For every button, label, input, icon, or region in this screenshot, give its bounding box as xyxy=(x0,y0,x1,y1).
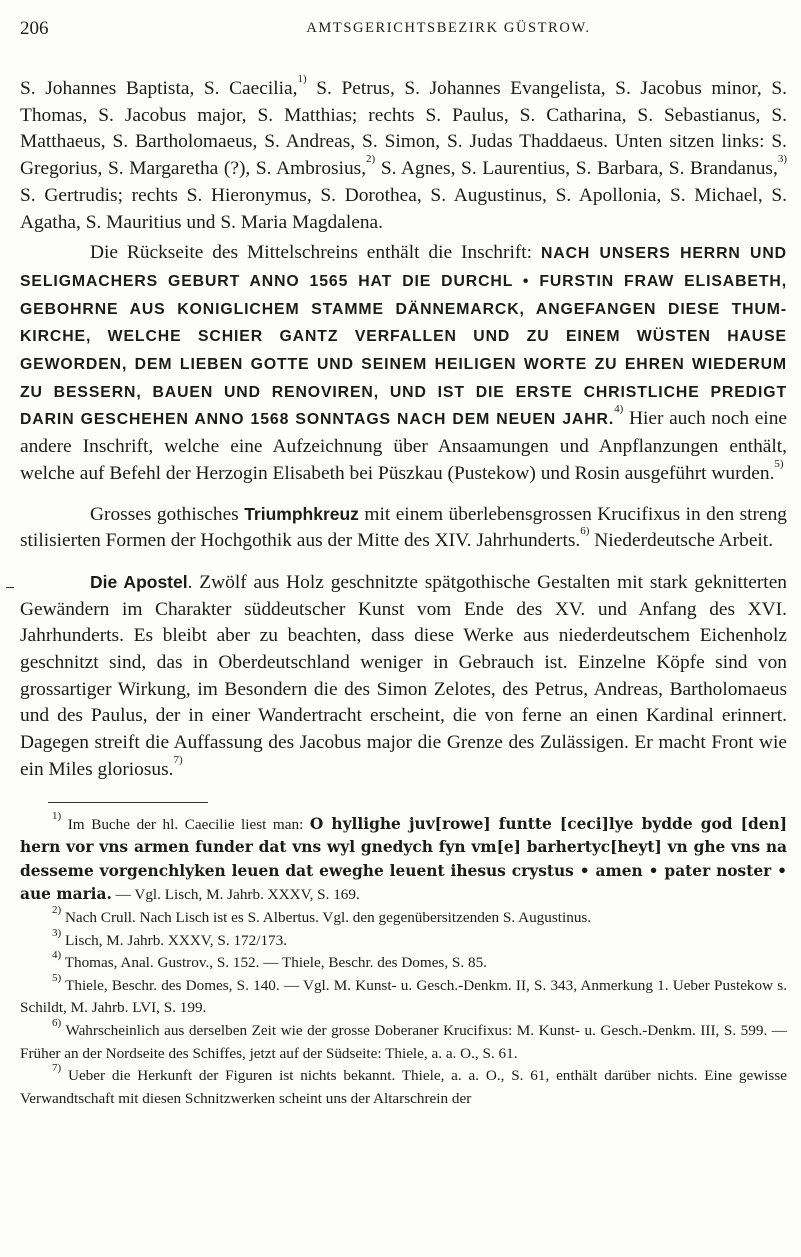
footnote-5: $^{5)}$ Thiele, Beschr. des Domes, S. 140. — Vgl. M. Kunst- u. Gesch.-Denkm. II, S. 343, Anmerkung 1. Ueber Pustekow s. Schildt, M. Jahrb. LVI, S. 199. xyxy=(20,971,787,1017)
paragraph-triumphkreuz: Grosses gothisches Triumphkreuz mit einem überlebensgrossen Krucifixus in den streng stilisierten Formen der Hochgothik aus der Mitte des XIV. Jahrhunderts.$^{6)}$ Niederdeutsche Arbeit. xyxy=(20,503,787,552)
footnote-7: $^{7)}$ Ueber die Herkunft der Figuren ist nichts bekannt. Thiele, a. a. O., S. 61, enthält darüber nichts. Eine gewisse Verwandtschaft mit diesen Schnitzwerken scheint uns der Altarschrein der xyxy=(20,1062,787,1107)
footnote-ref-2: 2) xyxy=(366,153,376,166)
term-triumphkreuz: Triumphkreuz xyxy=(244,503,359,524)
inscription-text: NACH UNSERS HERRN UND SELIGMACHERS GEBURT ANNO 1565 HAT DIE DURCHL • FURSTIN FRAW ELISABETH, GEBOHRNE AUS KONIGLICHEM STAMME DÄNNEMARCK, ANGEFANGEN DIESE THUM-KIRCHE, WELCHE SCHIER GANTZ VERFALLEN UND ZU EINEM WÜSTEN HAUSE GEWORDEN, DEM LIEBEN GOTTE UND SEINEM HEILIGEN WORTE ZU EHREN WIEDERUM ZU BESSERN, BAUEN UND RENOVIREN, UND IST DIE ERSTE CHRISTLICHE PREDIGT DARIN GESCHEHEN ANNO 1568 SONNTAGS NACH DEM NEUEN JAHR. xyxy=(20,245,787,429)
page-number: 206 xyxy=(20,18,49,39)
footnote-ref-3: 3) xyxy=(777,153,787,166)
footnote-4: $^{4)}$ Thomas, Anal. Gustrov., S. 152. — Thiele, Beschr. des Domes, S. 85. xyxy=(52,949,487,972)
footnote-ref-1: 1) xyxy=(297,73,307,85)
page-header xyxy=(20,12,787,42)
paragraph-apostel: Die Apostel. Zwölf aus Holz geschnitzte spätgothische Gestalten mit stark geknitterten Gewändern im Charakter süddeutscher Kunst vom Ende des XV. und Anfang des XVI. Jahrhunderts. Es bleibt aber zu beachten, dass diese Werke aus niederdeutschem Eichenholz geschnitzt sind, das in Oberdeutschland weniger in Gebrauch ist. Einzelne Köpfe sind von grossartiger Wirkung, im Besondern die des Simon Zelotes, des Petrus, Andreas, Bartholomaeus und des Paulus, der in einer Wandertracht erscheint, die von ferne an einen Kardinal erinnert. Dagegen streift die Auffassung des Jacobus major die Grenze des Zulässigen. Er macht Front wie ein Miles gloriosus.$^{7)}$ xyxy=(20,571,787,780)
footnote-2: $^{2)}$ Nach Crull. Nach Lisch ist es S. Albertus. Vgl. den gegenübersitzenden S. Augustinus. xyxy=(52,903,592,926)
footnote-1: $^{1)}$ Im Buche der hl. Caecilie liest man: O hyllighe juv[rowe] funtte [ceci]lye bydde god [den] hern vor vns armen funder dat vns wyl gnedych fyn vm[e] barhertyc[heyt] vn ghe vns na desseme vorgenchlyken leuen dat eweghe leuent ihesus crystus • amen • pater noster • aue maria. — Vgl. Lisch, M. Jahrb. XXXV, S. 169. xyxy=(20,809,787,904)
blackletter-quote: O hyllighe juv[rowe] funtte [ceci]lye bydde god [den] hern vor vns armen funder dat vns wyl gnedych fyn vm[e] barhertyc[heyt] vn ghe vns na desseme vorgenchlyken leuen dat eweghe leuent ihesus crystus • amen • pater noster • aue maria. xyxy=(20,814,787,904)
term-apostel: Die Apostel xyxy=(90,571,188,592)
running-title: AMTSGERICHTSBEZIRK GÜSTROW. xyxy=(306,20,591,36)
footnote-6: $^{6)}$ Wahrscheinlich aus derselben Zeit wie der grosse Doberaner Krucifixus: M. Kunst- u. Gesch.-Denkm. III, S. 599. — Früher an der Nordseite des Schiffes, jetzt auf der Südseite: Thiele, a. a. O., S. 61. xyxy=(20,1016,787,1062)
paragraph-inscription: Die Rückseite des Mittelschreins enthält die Inschrift: NACH UNSERS HERRN UND SELIGMACHERS GEBURT ANNO 1565 HAT DIE DURCHL • FURSTIN FRAW ELISABETH, GEBOHRNE AUS KONIGLICHEM STAMME DÄNNEMARCK, ANGEFANGEN DIESE THUM-KIRCHE, WELCHE SCHIER GANTZ VERFALLEN UND ZU EINEM WÜSTEN HAUSE GEWORDEN, DEM LIEBEN GOTTE UND SEINEM HEILIGEN WORTE ZU EHREN WIEDERUM ZU BESSERN, BAUEN UND RENOVIREN, UND IST DIE ERSTE CHRISTLICHE PREDIGT DARIN GESCHEHEN ANNO 1568 SONNTAGS NACH DEM NEUEN JAHR.$^{4)}$ Hier auch noch eine andere Inschrift, welche eine Aufzeichnung über Ansaamungen und Anpflanzungen enthält, welche auf Befehl der Herzogin Elisabeth bei Püszkau (Pustekow) und Rosin ausgeführt wurden.$^{5)}$ xyxy=(20,242,787,484)
footnotes xyxy=(20,809,787,1111)
footnote-ref-6: 6) xyxy=(580,525,590,538)
footnote-ref-5: 5) xyxy=(774,457,784,470)
paragraph-saints: S. Johannes Baptista, S. Caecilia,$^{1)}$ S. Petrus, S. Johannes Evangelista, S. Jacobus minor, S. Thomas, S. Jacobus major, S. Matthias; rechts S. Paulus, S. Catharina, S. Sebastianus, S. Matthaeus, S. Bartholomaeus, S. Andreas, S. Simon, S. Judas Thaddaeus. Unten sitzen links: S. Gregorius, S. Margaretha (?), S. Ambrosius,$^{2)}$ S. Agnes, S. Laurentius, S. Barbara, S. Brandanus,$^{3)}$ S. Gertrudis; rechts S. Hieronymus, S. Dorothea, S. Augustinus, S. Apollonia, S. Michael, S. Agatha, S. Mauritius und S. Maria Magdalena. xyxy=(20,73,787,233)
footnote-3: $^{3)}$ Lisch, M. Jahrb. XXXV, S. 172/173. xyxy=(52,926,288,949)
main-text xyxy=(20,73,787,784)
footnote-divider xyxy=(48,802,208,803)
margin-mark xyxy=(6,587,14,588)
footnote-ref-4: 4) xyxy=(614,403,624,416)
footnote-ref-7: 7) xyxy=(173,753,183,766)
